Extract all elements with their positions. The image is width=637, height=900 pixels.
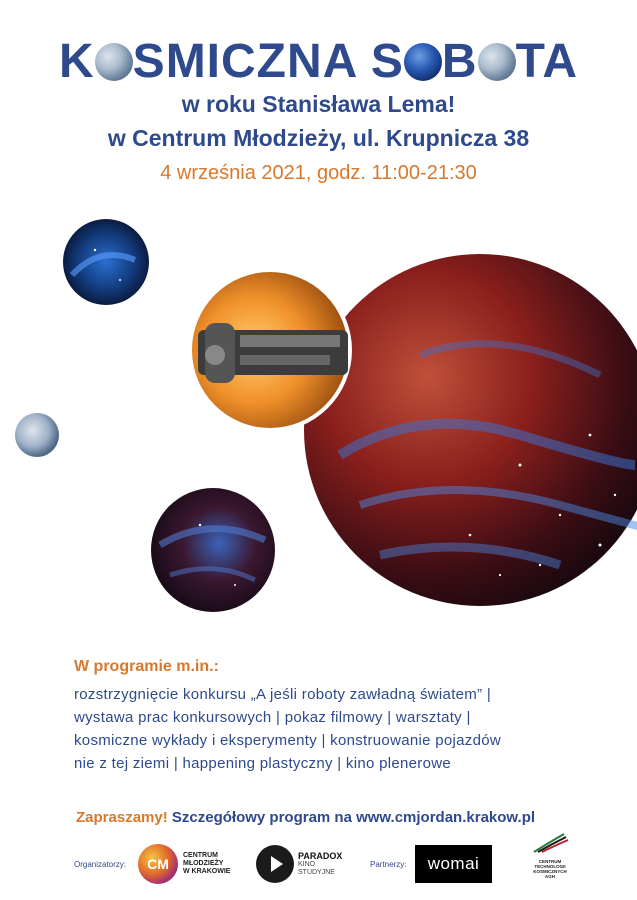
title-text-3: B xyxy=(441,35,478,88)
agh-text-line: TECHNOLOGII xyxy=(534,864,566,869)
paradox-sub: STUDYJNE xyxy=(298,869,335,876)
purple-nebula-circle xyxy=(151,488,275,612)
program-link[interactable]: Szczegółowy program na www.cmjordan.krakow.pl xyxy=(171,809,536,826)
title-text-2: SMICZNA S xyxy=(132,35,404,88)
cm-logo xyxy=(138,844,178,884)
title-text-1: K xyxy=(59,35,95,88)
agh-text-line: AGH xyxy=(545,874,555,879)
play-icon xyxy=(256,845,294,883)
swoosh-icon xyxy=(530,832,570,854)
invite-line xyxy=(76,809,535,826)
program-line-3: kosmiczne wykłady i eksperymenty | konstruowanie pojazdów xyxy=(74,732,502,749)
program-line-1: rozstrzygnięcie konkursu „A jeśli roboty zawładną światem” | xyxy=(74,686,492,703)
event-date: 4 września 2021, godz. 11:00-21:30 xyxy=(160,162,477,184)
program-line-4: nie z tej ziemi | happening plastyczny | kino plenerowe xyxy=(74,755,451,772)
organizers-label: Organizatorzy: xyxy=(74,860,127,869)
cm-name xyxy=(183,852,230,876)
poster-title xyxy=(0,36,637,88)
moon-icon xyxy=(478,43,516,81)
womai-text: womai xyxy=(427,854,480,873)
cm-name-line: MŁODZIEŻY xyxy=(183,860,224,867)
title-text-4: TA xyxy=(515,35,578,88)
paradox-name xyxy=(298,851,342,877)
subtitle-venue: w Centrum Młodzieży, ul. Krupnicza 38 xyxy=(107,125,530,151)
agh-text-line: KOSMICZNYCH xyxy=(533,869,567,874)
invite-lead: Zapraszamy! xyxy=(76,809,168,826)
paradox-title: PARADOX xyxy=(298,851,343,861)
space-illustration xyxy=(0,205,637,625)
small-moon xyxy=(15,413,59,457)
cm-logo-text: CM xyxy=(147,856,169,872)
program-line-2: wystawa prac konkursowych | pokaz filmowy | warsztaty | xyxy=(74,709,471,726)
machine-circle xyxy=(190,270,350,430)
partners-label: Partnerzy: xyxy=(370,860,407,869)
moon-icon xyxy=(95,43,133,81)
cm-name-line: W KRAKOWIE xyxy=(183,868,231,875)
paradox-sub: KINO xyxy=(298,861,316,868)
blue-nebula-circle xyxy=(63,219,149,305)
womai-logo xyxy=(415,845,492,883)
earth-icon xyxy=(404,43,442,81)
agh-logo xyxy=(530,832,570,890)
program-heading: W programie m.in.: xyxy=(74,658,219,675)
red-planet xyxy=(304,254,637,606)
paradox-logo xyxy=(256,845,294,883)
subtitle-year: w roku Stanisława Lema! xyxy=(181,91,456,117)
agh-text xyxy=(530,859,570,879)
cm-name-line: CENTRUM xyxy=(183,852,218,859)
agh-text-line: CENTRUM xyxy=(538,859,562,864)
